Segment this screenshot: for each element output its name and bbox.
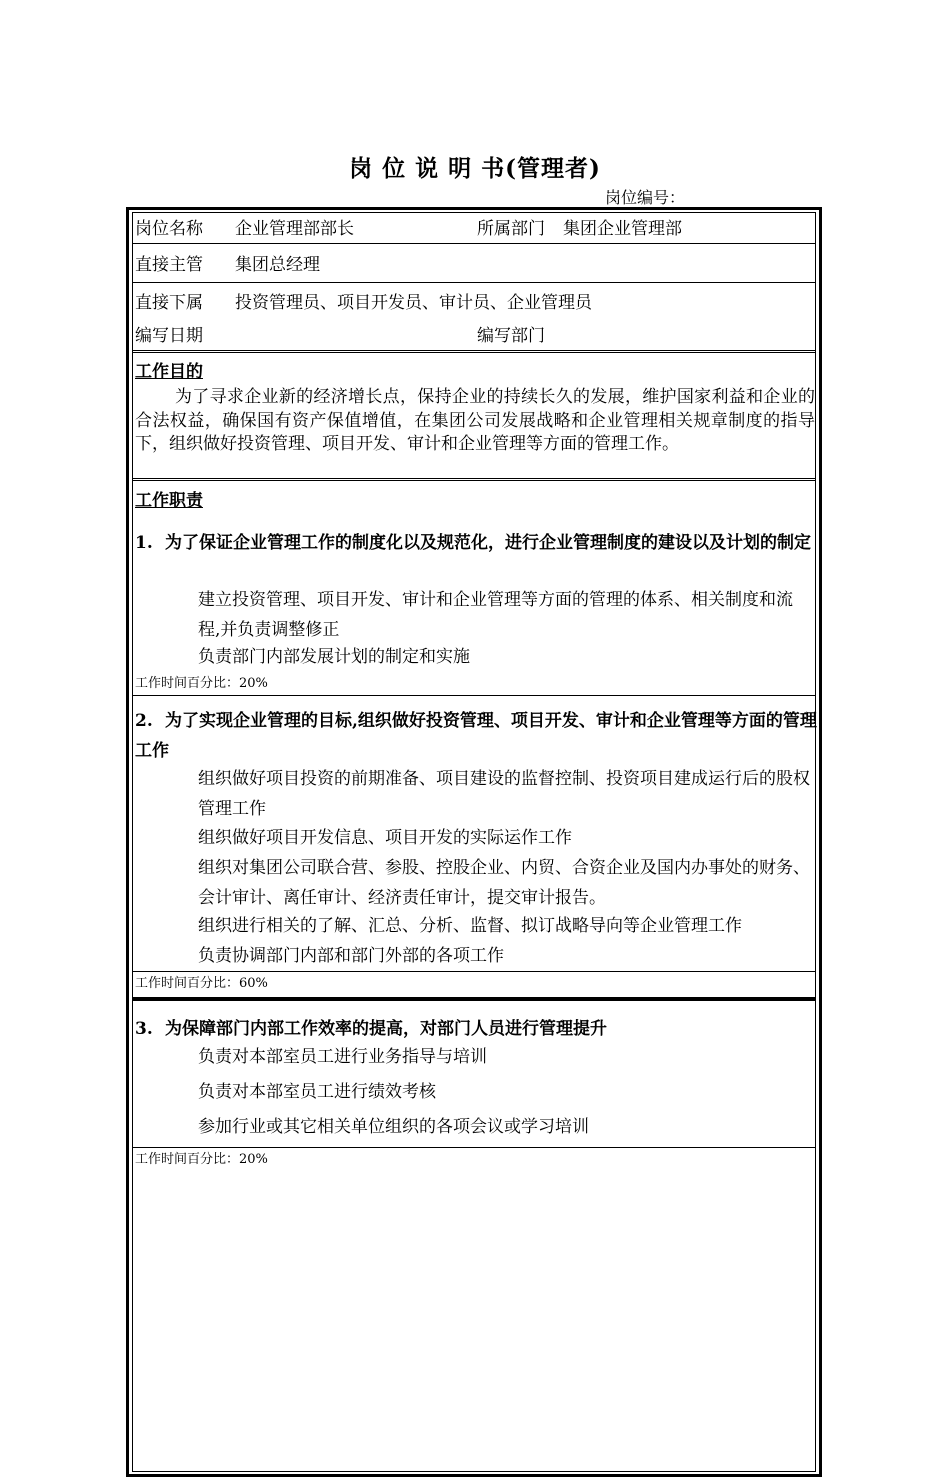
duty-section-number: 2. — [135, 711, 153, 731]
list-item-text: 组织做好项目开发信息、项目开发的实际运作工作 — [198, 828, 572, 848]
time-percentage: 工作时间百分比：60% — [135, 976, 268, 991]
list-item — [163, 1112, 815, 1142]
list-item — [163, 1042, 815, 1072]
list-item — [163, 1077, 815, 1107]
position-number — [605, 185, 775, 208]
list-item — [163, 585, 815, 645]
duty-section-3-title — [135, 1014, 817, 1044]
duty-section-title: 为了保证企业管理工作的制度化以及规范化，进行企业管理制度的建设以及计划的制定 — [165, 533, 811, 553]
list-item — [163, 823, 815, 853]
list-item-text: 参加行业或其它相关单位组织的各项会议或学习培训 — [198, 1117, 589, 1137]
document-title: 岗 位 说 明 书(管理者) — [349, 155, 601, 182]
row-divider — [132, 243, 816, 244]
department-label: 所属部门 — [477, 219, 545, 239]
position-name-label: 岗位名称 — [135, 219, 203, 239]
section-divider — [132, 478, 816, 481]
position-number-label: 岗位编号： — [605, 188, 686, 207]
supervisor-label: 直接主管 — [135, 255, 203, 275]
date-label: 编写日期 — [135, 326, 203, 346]
row-divider — [132, 1147, 816, 1148]
row-divider — [132, 971, 816, 972]
position-number-blank — [689, 191, 775, 208]
list-item-text: 负责对本部室员工进行绩效考核 — [198, 1082, 436, 1102]
time-percentage: 工作时间百分比：20% — [135, 676, 268, 691]
row-divider — [132, 282, 816, 283]
list-item — [163, 764, 815, 824]
author-department-label: 编写部门 — [477, 326, 545, 346]
time-percentage: 工作时间百分比：20% — [135, 1152, 268, 1167]
list-item-text: 组织做好项目投资的前期准备、项目建设的监督控制、投资项目建成运行后的股权管理工作 — [198, 769, 810, 819]
list-item — [163, 642, 815, 672]
duty-section-1-title — [135, 528, 817, 558]
duty-section-2-title — [135, 706, 817, 766]
purpose-text: 为了寻求企业新的经济增长点，保持企业的持续长久的发展，维护国家利益和企业的合法权益，确保国有资产保值增值，在集团公司发展战略和企业管理相关规章制度的指导下，组织做好投资管理、项目开发、审计和企业管理等方面的管理工作。 — [135, 387, 815, 454]
purpose-heading: 工作目的 — [135, 362, 203, 382]
duty-section-number: 3. — [135, 1019, 153, 1039]
duty-section-title: 为了实现企业管理的目标,组织做好投资管理、项目开发、审计和企业管理等方面的管理工作 — [135, 711, 817, 761]
supervisor-value: 集团总经理 — [235, 255, 320, 275]
subordinates-value: 投资管理员、项目开发员、审计员、企业管理员 — [235, 293, 592, 313]
list-item-text: 负责部门内部发展计划的制定和实施 — [198, 647, 470, 667]
list-item-text: 组织对集团公司联合营、参股、控股企业、内贸、合资企业及国内办事处的财务、会计审计、离任审计、经济责任审计，提交审计报告。 — [198, 858, 810, 908]
list-item — [163, 911, 815, 941]
section-divider — [132, 997, 816, 1001]
list-item-text: 负责对本部室员工进行业务指导与培训 — [198, 1047, 487, 1067]
section-divider — [132, 350, 816, 353]
duties-heading: 工作职责 — [135, 491, 203, 511]
duty-section-title: 为保障部门内部工作效率的提高，对部门人员进行管理提升 — [165, 1019, 607, 1039]
department-value: 集团企业管理部 — [563, 219, 682, 239]
list-item-text: 建立投资管理、项目开发、审计和企业管理等方面的管理的体系、相关制度和流程,并负责调整修正 — [198, 590, 793, 640]
position-name-value: 企业管理部部长 — [235, 219, 354, 239]
subordinates-label: 直接下属 — [135, 293, 203, 313]
list-item — [163, 853, 815, 913]
list-item-text: 负责协调部门内部和部门外部的各项工作 — [198, 946, 504, 966]
list-item — [163, 941, 815, 971]
list-item-text: 组织进行相关的了解、汇总、分析、监督、拟订战略导向等企业管理工作 — [198, 916, 742, 936]
duty-section-number: 1. — [135, 533, 153, 553]
row-divider — [132, 695, 816, 696]
